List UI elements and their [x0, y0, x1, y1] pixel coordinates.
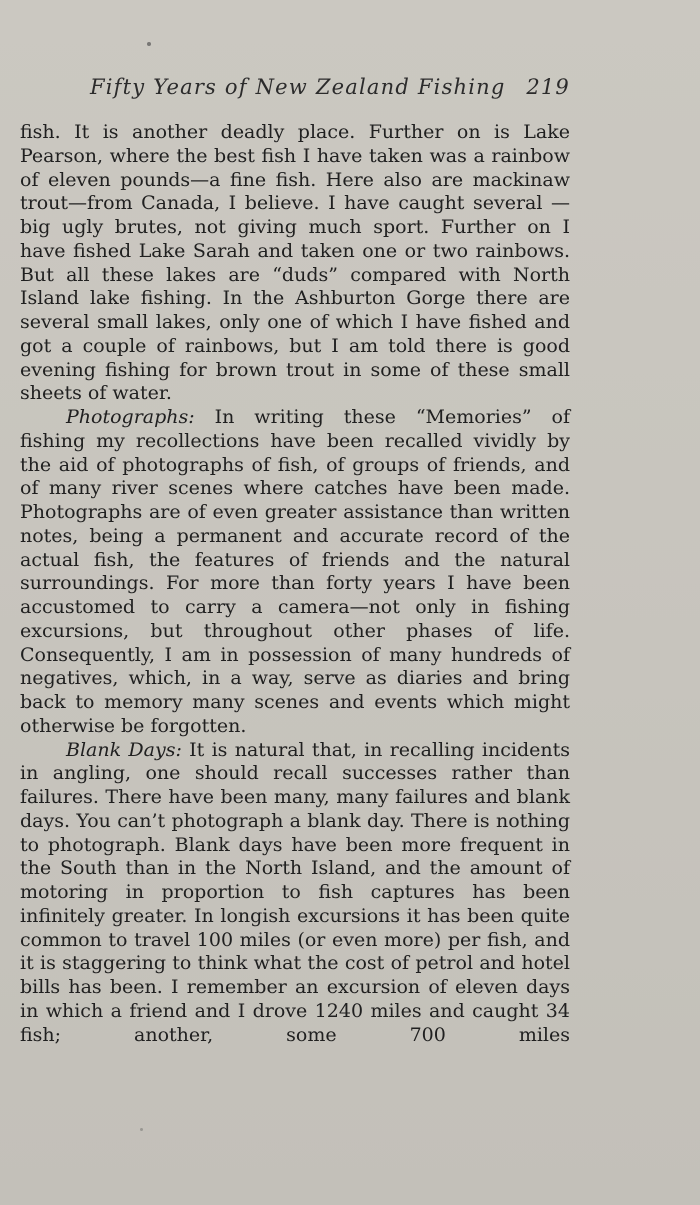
body-text — [20, 121, 570, 1047]
running-title: Fifty Years of New Zealand Fishing — [90, 75, 506, 99]
paragraph-heading: Blank Days: — [66, 738, 182, 761]
print-speck — [140, 1128, 143, 1131]
print-speck — [147, 42, 151, 46]
paragraph-blank-days — [20, 739, 570, 1048]
page-number: 219 — [526, 75, 570, 99]
paragraph-text: fish. It is another deadly place. Further on is Lake Pearson, where the best fish I have taken was a rainbow of eleven pounds—a fine fish. Here also are mackinaw trout—from Canada, I believe. I have caught several —big ugly brutes, not giving much sport. Further on I have fished Lake Sarah and taken one or two rainbows. But all these lakes are “duds” compared with North Island lake fishing. In the Ashburton Gorge there are several small lakes, only one of which I have fished and got a couple of rainbows, but I am told there is good evening fishing for brown trout in some of these small sheets of water. — [20, 121, 570, 405]
page-header — [20, 72, 570, 104]
paragraph-text: It is natural that, in recalling incidents in angling, one should recall successes rather than failures. There have been many, many failures and blank days. You can’t photograph a blank day. There is nothing to photograph. Blank days have been more frequent in the South than in the North Island, and the amount of motoring in proportion to fish captures has been infinitely greater. In longish excursions it has been quite common to travel 100 miles (or even more) per fish, and it is staggering to think what the cost of petrol and hotel bills has been. I remember an excursion of eleven days in which a friend and I drove 1240 miles and caught 34 fish; another, some 700 miles — [20, 738, 570, 1046]
paragraph-heading: Photographs: — [66, 406, 195, 428]
paragraph-text: In writing these “Memories” of fishing my recollections have been recalled vividly by the aid of photographs of fish, of groups of friends, and of many river scenes where catches have been made. Photographs are of even greater assistance than written notes, being a permanent and accurate record of the actual fish, the features of friends and the natural surroundings. For more than forty years I have been accustomed to carry a camera—not only in fishing excursions, but throughout other phases of life. Consequently, I am in possession of many hundreds of negatives, which, in a way, serve as diaries and bring back to memory many scenes and events which might otherwise be forgotten. — [20, 406, 570, 737]
paragraph-continuation — [20, 121, 570, 406]
paragraph-photographs — [20, 406, 570, 739]
